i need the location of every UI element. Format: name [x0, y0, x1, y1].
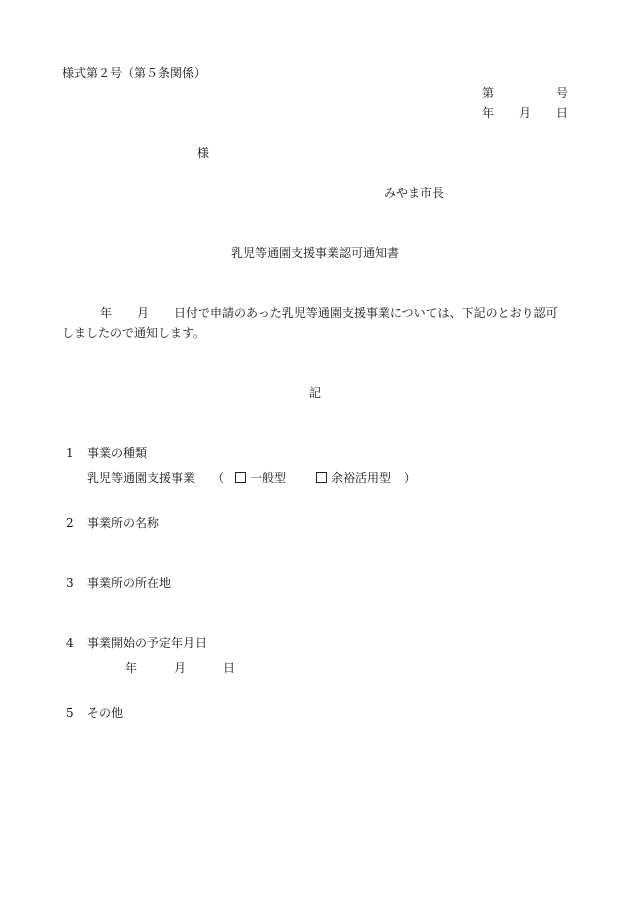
document-number-prefix: 第 — [482, 86, 495, 100]
body-month-label: 月 — [137, 306, 150, 320]
body-year-label: 年 — [100, 306, 113, 320]
option-general-type[interactable] — [235, 471, 286, 485]
checkbox-icon[interactable] — [316, 472, 327, 483]
document-number-suffix: 号 — [556, 86, 569, 100]
item3-label: 事業所の所在地 — [87, 576, 172, 590]
item4-day-label: 日 — [223, 661, 236, 675]
addressee-honorific: 様 — [197, 146, 210, 160]
body-text-line1: 日付で申請のあった乳児等通園支援事業については、下記のとおり認可 — [174, 306, 558, 320]
item4-year-label: 年 — [125, 661, 138, 675]
form-label: 様式第２号（第５条関係） — [62, 66, 207, 80]
document-title: 乳児等通園支援事業認可通知書 — [231, 246, 400, 260]
item4-month-label: 月 — [174, 661, 187, 675]
ki-heading: 記 — [309, 386, 322, 400]
item3-number: 3 — [66, 576, 74, 590]
option-surplus-label: 余裕活用型 — [331, 471, 392, 485]
date-year-label: 年 — [482, 106, 495, 120]
item1-label: 事業の種類 — [87, 446, 148, 460]
date-day-label: 日 — [556, 106, 569, 120]
item2-label: 事業所の名称 — [87, 516, 160, 530]
item4-number: 4 — [66, 636, 74, 650]
item5-label: その他 — [87, 706, 124, 720]
item1-number: 1 — [66, 446, 74, 460]
issuer-name: みやま市長 — [384, 186, 445, 200]
option-surplus-type[interactable] — [316, 471, 391, 485]
date-month-label: 月 — [519, 106, 532, 120]
checkbox-icon[interactable] — [235, 472, 246, 483]
option-general-label: 一般型 — [250, 471, 287, 485]
item1-business-name: 乳児等通園支援事業 — [87, 471, 196, 485]
item1-paren-close: ） — [404, 471, 417, 485]
item1-paren-open: （ — [212, 471, 225, 485]
item4-label: 事業開始の予定年月日 — [87, 636, 208, 650]
item2-number: 2 — [66, 516, 74, 530]
item5-number: 5 — [66, 706, 74, 720]
body-text-line2: しましたので通知します。 — [62, 326, 206, 340]
